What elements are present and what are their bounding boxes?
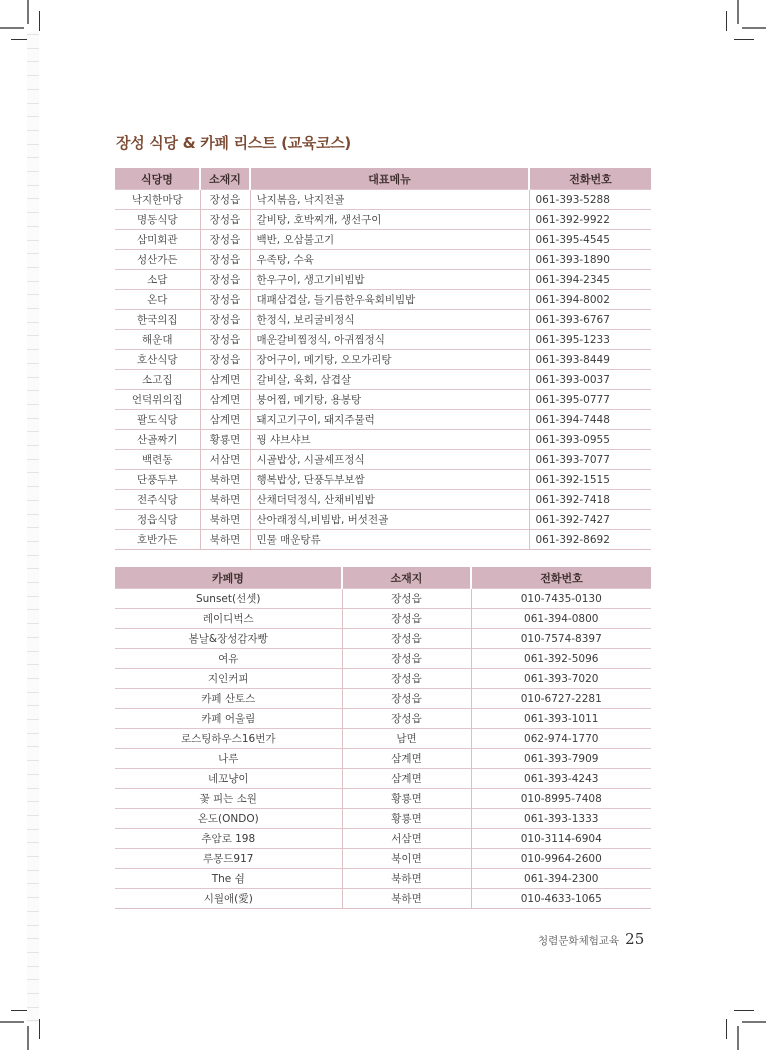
restaurant-name: 소담 xyxy=(115,270,200,290)
cafe-phone: 062-974-1770 xyxy=(471,729,651,749)
restaurant-menu: 백반, 오삼불고기 xyxy=(250,230,529,250)
margin-tick xyxy=(27,294,39,295)
margin-tick xyxy=(27,842,39,843)
margin-tick xyxy=(27,240,39,241)
margin-tick xyxy=(27,75,39,76)
restaurant-menu: 한우구이, 생고기비빔밥 xyxy=(250,270,529,290)
margin-tick xyxy=(27,541,39,542)
table-row xyxy=(115,609,651,629)
table-row xyxy=(115,490,651,510)
crop-mark-tr-v xyxy=(737,0,739,24)
cafe-location: 장성읍 xyxy=(342,629,471,649)
margin-tick xyxy=(27,925,39,926)
table-row xyxy=(115,809,651,829)
restaurant-menu: 민물 매운탕류 xyxy=(250,530,529,550)
restaurant-location: 장성읍 xyxy=(200,350,250,370)
cafe-location: 장성읍 xyxy=(342,609,471,629)
margin-tick xyxy=(27,760,39,761)
crop-mark-tr-h xyxy=(742,27,766,29)
table-row xyxy=(115,450,651,470)
restaurant-menu: 대패삼겹살, 들기름한우육회비빔밥 xyxy=(250,290,529,310)
margin-tick xyxy=(27,281,39,282)
restaurant-menu: 산아래정식,비빔밥, 버섯전골 xyxy=(250,510,529,530)
restaurant-phone: 061-394-2345 xyxy=(529,270,651,290)
restaurant-name: 한국의집 xyxy=(115,310,200,330)
table-row xyxy=(115,250,651,270)
restaurant-name: 산골짜기 xyxy=(115,430,200,450)
restaurant-location: 삼계면 xyxy=(200,410,250,430)
restaurant-name: 백련동 xyxy=(115,450,200,470)
cafe-location: 삼계면 xyxy=(342,769,471,789)
margin-tick xyxy=(27,116,39,117)
cafe-name: 레이디벅스 xyxy=(115,609,342,629)
restaurant-location: 북하면 xyxy=(200,470,250,490)
table-row xyxy=(115,310,651,330)
table-row xyxy=(115,470,651,490)
table-row xyxy=(115,729,651,749)
restaurant-name: 팔도식당 xyxy=(115,410,200,430)
margin-tick xyxy=(27,527,39,528)
restaurant-phone: 061-392-9922 xyxy=(529,210,651,230)
margin-tick xyxy=(27,788,39,789)
margin-tick xyxy=(27,212,39,213)
cafe-phone: 010-9964-2600 xyxy=(471,849,651,869)
restaurant-phone: 061-392-1515 xyxy=(529,470,651,490)
cafe-name: 시월애(愛) xyxy=(115,889,342,909)
restaurant-name: 전주식당 xyxy=(115,490,200,510)
margin-tick xyxy=(27,609,39,610)
cafe-phone: 061-393-1011 xyxy=(471,709,651,729)
cafe-phone: 010-7574-8397 xyxy=(471,629,651,649)
margin-tick xyxy=(27,555,39,556)
cafe-name: Sunset(선셋) xyxy=(115,589,342,609)
margin-tick xyxy=(27,390,39,391)
margin-tick xyxy=(27,377,39,378)
restaurant-menu: 우족탕, 수육 xyxy=(250,250,529,270)
restaurant-name: 언덕위의집 xyxy=(115,390,200,410)
page-number: 25 xyxy=(625,930,645,948)
restaurant-name: 정읍식당 xyxy=(115,510,200,530)
margin-tick xyxy=(27,678,39,679)
restaurant-name: 삼미회관 xyxy=(115,230,200,250)
restaurant-location: 장성읍 xyxy=(200,210,250,230)
cafe-phone: 010-3114-6904 xyxy=(471,829,651,849)
restaurant-name: 성산가든 xyxy=(115,250,200,270)
cafe-name: 지인커피 xyxy=(115,669,342,689)
cafe-phone: 061-392-5096 xyxy=(471,649,651,669)
cafe-location: 삼계면 xyxy=(342,749,471,769)
restaurant-menu: 매운갈비찜정식, 아귀찜정식 xyxy=(250,330,529,350)
cafe-location: 장성읍 xyxy=(342,689,471,709)
table-row xyxy=(115,749,651,769)
margin-tick xyxy=(27,349,39,350)
margin-tick xyxy=(27,774,39,775)
cafe-phone: 061-393-1333 xyxy=(471,809,651,829)
crop-mark-br-v xyxy=(737,1026,739,1050)
margin-tick xyxy=(27,596,39,597)
restaurant-location: 장성읍 xyxy=(200,290,250,310)
col-header-cafe-name: 카페명 xyxy=(115,567,342,589)
margin-tick xyxy=(27,897,39,898)
restaurant-menu: 산채더덕정식, 산채비빔밥 xyxy=(250,490,529,510)
table-row xyxy=(115,649,651,669)
margin-tick xyxy=(27,335,39,336)
restaurant-location: 장성읍 xyxy=(200,190,250,210)
margin-tick xyxy=(27,911,39,912)
cafe-phone: 010-8995-7408 xyxy=(471,789,651,809)
restaurant-location: 장성읍 xyxy=(200,250,250,270)
cafe-phone: 061-393-4243 xyxy=(471,769,651,789)
table-row xyxy=(115,210,651,230)
crop-mark-tr-h2 xyxy=(734,39,754,40)
cafe-name: 추암로 198 xyxy=(115,829,342,849)
margin-tick xyxy=(27,171,39,172)
cafe-name: 네꼬냥이 xyxy=(115,769,342,789)
cafe-location: 서삼면 xyxy=(342,829,471,849)
margin-tick xyxy=(27,404,39,405)
crop-mark-br-h2 xyxy=(734,1010,754,1011)
margin-tick xyxy=(27,801,39,802)
margin-tick xyxy=(27,664,39,665)
restaurant-location: 장성읍 xyxy=(200,230,250,250)
table-row xyxy=(115,410,651,430)
crop-mark-br-v2 xyxy=(726,1019,727,1039)
table-row xyxy=(115,330,651,350)
margin-tick xyxy=(27,870,39,871)
table-row xyxy=(115,350,651,370)
restaurant-location: 삼계면 xyxy=(200,390,250,410)
restaurant-phone: 061-393-5288 xyxy=(529,190,651,210)
margin-tick xyxy=(27,514,39,515)
margin-tick xyxy=(27,459,39,460)
crop-mark-bl-v xyxy=(27,1026,29,1050)
margin-tick xyxy=(27,322,39,323)
table-row xyxy=(115,530,651,550)
restaurant-menu: 붕어찜, 메기탕, 용봉탕 xyxy=(250,390,529,410)
restaurant-name: 단풍두부 xyxy=(115,470,200,490)
restaurant-name: 호산식당 xyxy=(115,350,200,370)
col-header-name: 식당명 xyxy=(115,168,200,190)
margin-tick xyxy=(27,185,39,186)
margin-tick xyxy=(27,568,39,569)
margin-tick xyxy=(27,253,39,254)
cafe-location: 황룡면 xyxy=(342,809,471,829)
cafe-location: 장성읍 xyxy=(342,669,471,689)
restaurant-menu: 행복밥상, 단풍두부보쌈 xyxy=(250,470,529,490)
cafe-name: 로스팅하우스16번가 xyxy=(115,729,342,749)
cafe-phone: 061-393-7020 xyxy=(471,669,651,689)
restaurant-phone: 061-392-7418 xyxy=(529,490,651,510)
restaurant-menu: 꿩 샤브샤브 xyxy=(250,430,529,450)
restaurant-location: 장성읍 xyxy=(200,270,250,290)
restaurant-menu: 장어구이, 메기탕, 오모가리탕 xyxy=(250,350,529,370)
margin-tick xyxy=(27,829,39,830)
restaurant-location: 삼계면 xyxy=(200,370,250,390)
margin-tick xyxy=(27,363,39,364)
table-row xyxy=(115,390,651,410)
restaurant-phone: 061-393-0955 xyxy=(529,430,651,450)
margin-tick xyxy=(27,472,39,473)
margin-tick xyxy=(27,1007,39,1008)
restaurant-table-header xyxy=(115,168,651,190)
margin-tick xyxy=(27,418,39,419)
margin-tick xyxy=(27,582,39,583)
table-row xyxy=(115,669,651,689)
restaurant-phone: 061-393-6767 xyxy=(529,310,651,330)
cafe-name: 여유 xyxy=(115,649,342,669)
crop-mark-bl-h xyxy=(0,1021,24,1023)
margin-tick xyxy=(27,61,39,62)
margin-tick xyxy=(27,692,39,693)
margin-tick xyxy=(27,157,39,158)
restaurant-phone: 061-395-0777 xyxy=(529,390,651,410)
cafe-name: 카페 산토스 xyxy=(115,689,342,709)
margin-tick xyxy=(27,746,39,747)
cafe-table xyxy=(115,567,651,909)
cafe-location: 북하면 xyxy=(342,889,471,909)
margin-tick xyxy=(27,993,39,994)
table-row xyxy=(115,849,651,869)
crop-mark-tl-v2 xyxy=(39,11,40,31)
margin-tick xyxy=(27,856,39,857)
margin-tick xyxy=(27,733,39,734)
cafe-location: 장성읍 xyxy=(342,589,471,609)
table-row xyxy=(115,889,651,909)
table-row xyxy=(115,430,651,450)
margin-tick xyxy=(27,623,39,624)
margin-tick xyxy=(27,637,39,638)
cafe-phone: 061-394-2300 xyxy=(471,869,651,889)
cafe-name: 루몽드917 xyxy=(115,849,342,869)
crop-mark-tl-h xyxy=(0,27,24,29)
restaurant-name: 명동식당 xyxy=(115,210,200,230)
restaurant-table xyxy=(115,168,651,550)
restaurant-phone: 061-395-4545 xyxy=(529,230,651,250)
restaurant-phone: 061-395-1233 xyxy=(529,330,651,350)
cafe-location: 장성읍 xyxy=(342,649,471,669)
restaurant-name: 소고집 xyxy=(115,370,200,390)
crop-mark-bl-v2 xyxy=(39,1019,40,1039)
restaurant-name: 해운대 xyxy=(115,330,200,350)
restaurant-phone: 061-394-7448 xyxy=(529,410,651,430)
restaurant-menu: 돼지고기구이, 돼지주물럭 xyxy=(250,410,529,430)
restaurant-location: 북하면 xyxy=(200,510,250,530)
restaurant-location: 북하면 xyxy=(200,530,250,550)
restaurant-name: 호반가든 xyxy=(115,530,200,550)
restaurant-location: 장성읍 xyxy=(200,310,250,330)
table-row xyxy=(115,270,651,290)
restaurant-name: 낙지한마당 xyxy=(115,190,200,210)
margin-tick xyxy=(27,486,39,487)
margin-tick xyxy=(27,815,39,816)
margin-tick xyxy=(27,226,39,227)
restaurant-phone: 061-392-8692 xyxy=(529,530,651,550)
table-row xyxy=(115,769,651,789)
cafe-phone: 010-7435-0130 xyxy=(471,589,651,609)
cafe-name: The 쉼 xyxy=(115,869,342,889)
cafe-name: 온도(ONDO) xyxy=(115,809,342,829)
table-row xyxy=(115,190,651,210)
restaurant-name: 온다 xyxy=(115,290,200,310)
margin-tick xyxy=(27,719,39,720)
page-footer xyxy=(538,930,644,948)
restaurant-menu: 갈비살, 육회, 삼겹살 xyxy=(250,370,529,390)
col-header-phone: 전화번호 xyxy=(529,168,651,190)
margin-tick xyxy=(27,48,39,49)
cafe-table-header xyxy=(115,567,651,589)
table-row xyxy=(115,510,651,530)
margin-tick xyxy=(27,445,39,446)
col-header-location: 소재지 xyxy=(200,168,250,190)
table-row xyxy=(115,869,651,889)
crop-mark-tl-v xyxy=(27,0,29,24)
margin-tick xyxy=(27,966,39,967)
margin-tick xyxy=(27,130,39,131)
cafe-name: 카페 어울림 xyxy=(115,709,342,729)
col-header-cafe-phone: 전화번호 xyxy=(471,567,651,589)
table-row xyxy=(115,789,651,809)
restaurant-menu: 시골밥상, 시골셰프정식 xyxy=(250,450,529,470)
cafe-location: 황룡면 xyxy=(342,789,471,809)
table-row xyxy=(115,589,651,609)
margin-tick xyxy=(27,198,39,199)
restaurant-menu: 한정식, 보리굴비정식 xyxy=(250,310,529,330)
table-row xyxy=(115,829,651,849)
restaurant-phone: 061-393-7077 xyxy=(529,450,651,470)
table-row xyxy=(115,370,651,390)
table-row xyxy=(115,709,651,729)
col-header-menu: 대표메뉴 xyxy=(250,168,529,190)
margin-tick xyxy=(27,952,39,953)
margin-tick xyxy=(27,144,39,145)
margin-tick xyxy=(27,267,39,268)
cafe-location: 북이면 xyxy=(342,849,471,869)
table-row xyxy=(115,290,651,310)
col-header-cafe-location: 소재지 xyxy=(342,567,471,589)
cafe-phone: 061-394-0800 xyxy=(471,609,651,629)
table-row xyxy=(115,629,651,649)
cafe-name: 꽃 피는 소원 xyxy=(115,789,342,809)
margin-tick xyxy=(27,431,39,432)
cafe-phone: 061-393-7909 xyxy=(471,749,651,769)
cafe-name: 나루 xyxy=(115,749,342,769)
cafe-location: 장성읍 xyxy=(342,709,471,729)
restaurant-menu: 갈비탕, 호박찌개, 생선구이 xyxy=(250,210,529,230)
margin-tick xyxy=(27,34,39,35)
margin-tick xyxy=(27,883,39,884)
restaurant-menu: 낙지볶음, 낙지전골 xyxy=(250,190,529,210)
margin-tick xyxy=(27,651,39,652)
left-margin-strip xyxy=(27,32,39,1022)
cafe-phone: 010-4633-1065 xyxy=(471,889,651,909)
restaurant-location: 장성읍 xyxy=(200,330,250,350)
restaurant-phone: 061-393-0037 xyxy=(529,370,651,390)
margin-tick xyxy=(27,103,39,104)
crop-mark-tr-v2 xyxy=(726,11,727,31)
page-title: 장성 식당 & 카페 리스트 (교육코스) xyxy=(116,134,351,152)
restaurant-phone: 061-393-1890 xyxy=(529,250,651,270)
cafe-location: 북하면 xyxy=(342,869,471,889)
margin-tick xyxy=(27,705,39,706)
margin-tick xyxy=(27,308,39,309)
table-row xyxy=(115,230,651,250)
margin-tick xyxy=(27,500,39,501)
restaurant-location: 서삼면 xyxy=(200,450,250,470)
restaurant-phone: 061-393-8449 xyxy=(529,350,651,370)
crop-mark-br-h xyxy=(742,1021,766,1023)
cafe-phone: 010-6727-2281 xyxy=(471,689,651,709)
cafe-location: 남면 xyxy=(342,729,471,749)
restaurant-location: 북하면 xyxy=(200,490,250,510)
margin-tick xyxy=(27,89,39,90)
margin-tick xyxy=(27,938,39,939)
restaurant-location: 황룡면 xyxy=(200,430,250,450)
restaurant-phone: 061-392-7427 xyxy=(529,510,651,530)
restaurant-phone: 061-394-8002 xyxy=(529,290,651,310)
margin-tick xyxy=(27,979,39,980)
margin-tick xyxy=(27,1020,39,1021)
table-row xyxy=(115,689,651,709)
cafe-name: 봄날&장성감자빵 xyxy=(115,629,342,649)
footer-label: 청렴문화체험교육 xyxy=(538,935,620,947)
